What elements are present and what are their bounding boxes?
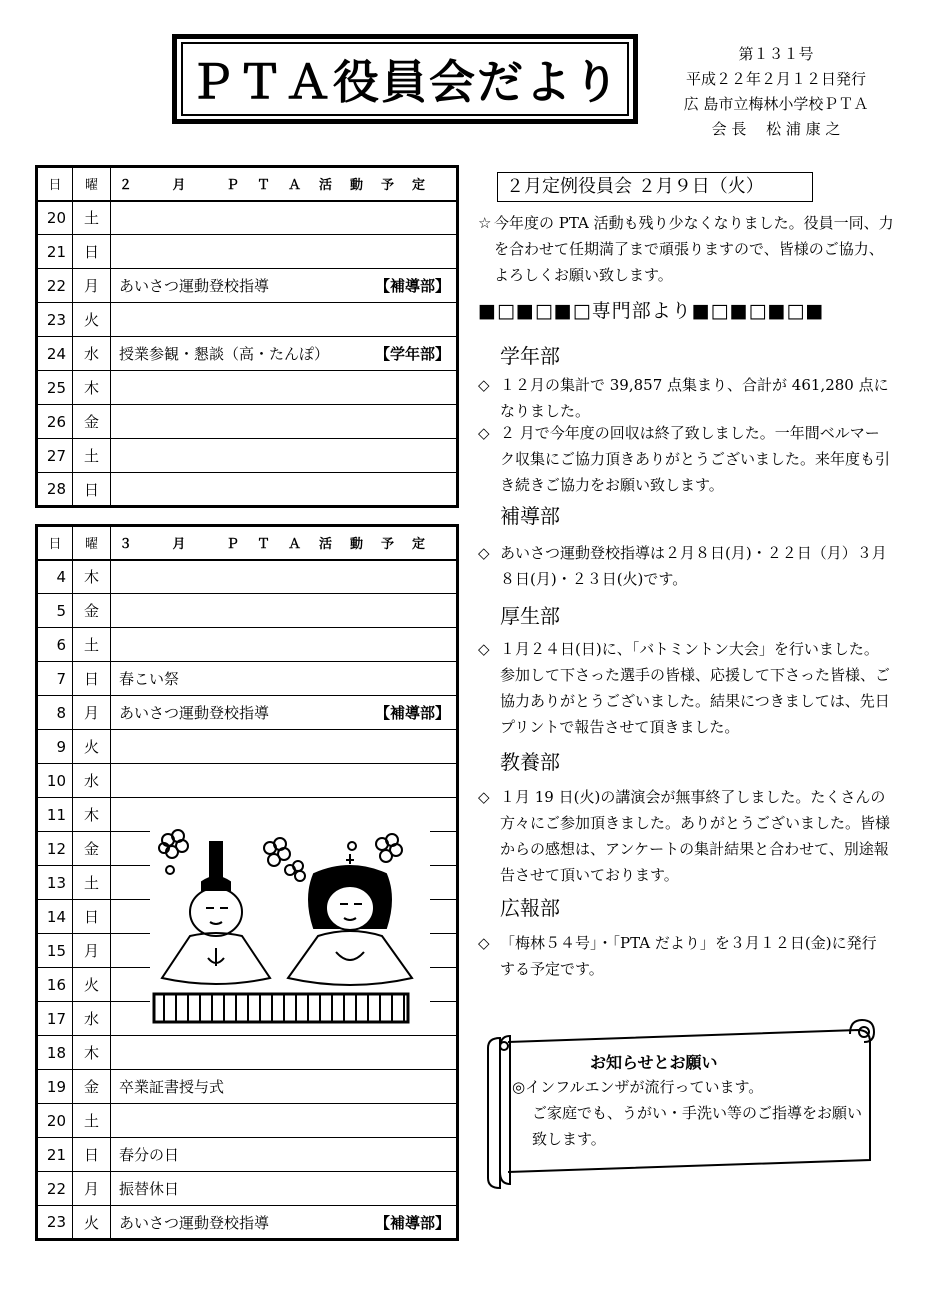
diamond-icon: ◇ xyxy=(478,376,490,394)
row-weekday: 金 xyxy=(73,1070,111,1104)
table-row xyxy=(37,269,458,303)
flower-icon xyxy=(264,838,305,881)
intro-paragraph xyxy=(478,210,898,288)
row-weekday: 土 xyxy=(73,866,111,900)
row-day: 8 xyxy=(37,696,73,730)
flower-icon xyxy=(376,834,402,862)
row-event-cell xyxy=(111,235,458,269)
row-event-cell xyxy=(111,628,458,662)
row-weekday: 火 xyxy=(73,968,111,1002)
row-day: 14 xyxy=(37,900,73,934)
section-heading: 広報部 xyxy=(500,896,560,920)
row-event-cell xyxy=(111,303,458,337)
row-day: 24 xyxy=(37,337,73,371)
row-day: 4 xyxy=(37,560,73,594)
section-heading: 厚生部 xyxy=(500,604,560,628)
row-event: 卒業証書授与式 xyxy=(119,1078,225,1096)
row-day: 13 xyxy=(37,866,73,900)
col-weekday-header: 曜 xyxy=(73,167,111,201)
row-day: 7 xyxy=(37,662,73,696)
row-day: 6 xyxy=(37,628,73,662)
list-item xyxy=(478,540,890,592)
row-event: 春分の日 xyxy=(119,1146,180,1164)
row-day: 22 xyxy=(37,1172,73,1206)
table-row xyxy=(37,628,458,662)
table-row xyxy=(37,1172,458,1206)
row-event-cell xyxy=(111,696,458,730)
row-event: あいさつ運動登校指導 xyxy=(119,277,270,295)
row-weekday: 日 xyxy=(73,900,111,934)
table-row xyxy=(37,594,458,628)
table-row xyxy=(37,439,458,473)
row-weekday: 木 xyxy=(73,371,111,405)
list-item xyxy=(478,636,890,740)
president-name: 会 長 松 浦 康 之 xyxy=(711,120,841,138)
table-header-row xyxy=(37,167,458,201)
diamond-icon: ◇ xyxy=(478,424,490,442)
intro-text: 今年度の PTA 活動も残り少なくなりました。役員一同、力を合わせて任期満了まで頑張りますので、皆様のご協力、よろしくお願い致します。 xyxy=(494,214,894,284)
diamond-icon: ◇ xyxy=(478,788,490,806)
star-icon: ☆ xyxy=(478,214,492,232)
row-day: 11 xyxy=(37,798,73,832)
col-day-header: 日 xyxy=(37,526,73,560)
list-item xyxy=(478,784,890,888)
list-item xyxy=(478,930,890,982)
table-row xyxy=(37,1138,458,1172)
row-event-cell xyxy=(111,439,458,473)
row-day: 18 xyxy=(37,1036,73,1070)
row-day: 19 xyxy=(37,1070,73,1104)
section-heading: 教養部 xyxy=(500,750,560,774)
diamond-icon: ◇ xyxy=(478,934,490,952)
row-day: 20 xyxy=(37,1104,73,1138)
row-weekday: 水 xyxy=(73,337,111,371)
row-department: 【補導部】 xyxy=(374,1213,450,1232)
row-day: 21 xyxy=(37,235,73,269)
notice-line-2: ご家庭でも、うがい・手洗い等のご指導をお願い致します。 xyxy=(532,1104,863,1148)
row-weekday: 木 xyxy=(73,560,111,594)
row-event-cell xyxy=(111,1070,458,1104)
row-weekday: 土 xyxy=(73,1104,111,1138)
row-weekday: 金 xyxy=(73,832,111,866)
row-event-cell xyxy=(111,730,458,764)
newsletter-title: ＰＴＡ役員会だより xyxy=(181,42,629,116)
row-department: 【補導部】 xyxy=(374,277,450,295)
table-row xyxy=(37,1036,458,1070)
row-event-cell xyxy=(111,405,458,439)
row-weekday: 水 xyxy=(73,764,111,798)
table-row xyxy=(37,1070,458,1104)
row-weekday: 日 xyxy=(73,662,111,696)
row-event-cell xyxy=(111,1172,458,1206)
flower-icon xyxy=(159,830,188,858)
table-row xyxy=(37,235,458,269)
row-event-cell xyxy=(111,662,458,696)
row-day: 20 xyxy=(37,201,73,235)
row-event-cell xyxy=(111,269,458,303)
row-event-cell xyxy=(111,1138,458,1172)
row-event: あいさつ運動登校指導 xyxy=(119,704,270,722)
row-event-cell xyxy=(111,371,458,405)
table-row xyxy=(37,560,458,594)
row-weekday: 火 xyxy=(73,1206,111,1240)
issue-number: 第１３１号 xyxy=(738,45,814,63)
issue-date: 平成２２年２月１２日発行 xyxy=(685,70,866,88)
row-event-cell xyxy=(111,201,458,235)
row-weekday: 火 xyxy=(73,303,111,337)
school-name: 広 島市立梅林小学校ＰＴＡ xyxy=(683,95,869,113)
row-weekday: 月 xyxy=(73,269,111,303)
march-heading: ３ 月 ＰＴＡ活動予定 xyxy=(119,537,444,553)
table-row xyxy=(37,371,458,405)
row-day: 26 xyxy=(37,405,73,439)
row-day: 16 xyxy=(37,968,73,1002)
title-frame xyxy=(172,34,638,124)
row-weekday: 月 xyxy=(73,934,111,968)
table-header-row xyxy=(37,526,458,560)
list-item xyxy=(478,420,890,498)
row-event-cell xyxy=(111,473,458,507)
row-day: 15 xyxy=(37,934,73,968)
col-day-header: 日 xyxy=(37,167,73,201)
table-row xyxy=(37,337,458,371)
item-text: 「梅林５４号」・「PTA だより」を３月１２日(金)に発行する予定です。 xyxy=(500,934,877,978)
item-text: ２ 月で今年度の回収は終了致しました。一年間ベルマーク収集にご協力頂きありがとうございました。来年度も引き続きご協力をお願い致します。 xyxy=(500,424,891,494)
row-weekday: 土 xyxy=(73,628,111,662)
notice-line-1: ◎インフルエンザが流行っています。 xyxy=(512,1078,764,1096)
row-day: 21 xyxy=(37,1138,73,1172)
row-weekday: 月 xyxy=(73,1172,111,1206)
meeting-title: ２月定例役員会 ２月９日（火） xyxy=(497,172,813,202)
notice-title: お知らせとお願い xyxy=(590,1053,718,1072)
table-row xyxy=(37,730,458,764)
row-weekday: 土 xyxy=(73,201,111,235)
table-row xyxy=(37,473,458,507)
table-row xyxy=(37,405,458,439)
table-row xyxy=(37,662,458,696)
row-event: 振替休日 xyxy=(119,1180,180,1198)
row-day: 27 xyxy=(37,439,73,473)
table-row xyxy=(37,303,458,337)
notice-body xyxy=(512,1074,862,1152)
row-event-cell xyxy=(111,560,458,594)
hina-dolls-illustration xyxy=(150,818,430,1028)
row-day: 25 xyxy=(37,371,73,405)
row-day: 28 xyxy=(37,473,73,507)
row-department: 【学年部】 xyxy=(374,345,450,363)
row-event-cell xyxy=(111,764,458,798)
diamond-icon: ◇ xyxy=(478,640,490,658)
row-weekday: 金 xyxy=(73,594,111,628)
list-item xyxy=(478,372,890,424)
table-row xyxy=(37,1206,458,1240)
row-event-cell xyxy=(111,337,458,371)
row-day: 10 xyxy=(37,764,73,798)
section-heading: 補導部 xyxy=(500,504,560,528)
row-weekday: 木 xyxy=(73,798,111,832)
row-weekday: 日 xyxy=(73,473,111,507)
table-row xyxy=(37,201,458,235)
row-day: 22 xyxy=(37,269,73,303)
row-event: あいさつ運動登校指導 xyxy=(119,1213,270,1232)
item-text: １２月の集計で 39,857 点集まり、合計が 461,280 点になりました。 xyxy=(500,376,889,420)
departments-divider: ■□■□■□専門部より■□■□■□■ xyxy=(478,300,825,322)
row-event: 春こい祭 xyxy=(119,670,180,688)
row-weekday: 火 xyxy=(73,730,111,764)
row-day: 9 xyxy=(37,730,73,764)
row-event-cell xyxy=(111,1206,458,1240)
row-day: 23 xyxy=(37,1206,73,1240)
row-event-cell xyxy=(111,594,458,628)
issue-info xyxy=(670,42,882,142)
row-day: 12 xyxy=(37,832,73,866)
section-heading: 学年部 xyxy=(500,344,560,368)
item-text: １月２４日(日)に、「バトミントン大会」を行いました。参加して下さった選手の皆様、応援して下さった皆様、ご協力ありがとうございました。結果につきましては、先日プリントで報告させて頂きました。 xyxy=(500,640,891,736)
row-weekday: 日 xyxy=(73,1138,111,1172)
table-row xyxy=(37,764,458,798)
item-text: １月 19 日(火)の講演会が無事終了しました。たくさんの方々にご参加頂きました。ありがとうございました。皆様からの感想は、アンケートの集計結果と合わせて、別途報告させて頂いております。 xyxy=(500,788,891,884)
row-department: 【補導部】 xyxy=(374,704,450,722)
february-heading: ２ 月 ＰＴＡ活動予定 xyxy=(119,178,444,194)
item-text: あいさつ運動登校指導は２月８日(月)・２２日（月）３月８日(月)・２３日(火)です。 xyxy=(500,544,887,588)
row-weekday: 日 xyxy=(73,235,111,269)
row-day: 23 xyxy=(37,303,73,337)
row-weekday: 金 xyxy=(73,405,111,439)
row-event-cell xyxy=(111,1036,458,1070)
col-weekday-header: 曜 xyxy=(73,526,111,560)
table-row xyxy=(37,1104,458,1138)
row-day: 5 xyxy=(37,594,73,628)
row-day: 17 xyxy=(37,1002,73,1036)
row-weekday: 土 xyxy=(73,439,111,473)
row-event-cell xyxy=(111,1104,458,1138)
row-weekday: 月 xyxy=(73,696,111,730)
diamond-icon: ◇ xyxy=(478,544,490,562)
row-event: 授業参観・懇談（高・たんぽ） xyxy=(119,345,330,363)
february-schedule-table xyxy=(35,165,459,508)
row-weekday: 水 xyxy=(73,1002,111,1036)
row-weekday: 木 xyxy=(73,1036,111,1070)
table-row xyxy=(37,696,458,730)
